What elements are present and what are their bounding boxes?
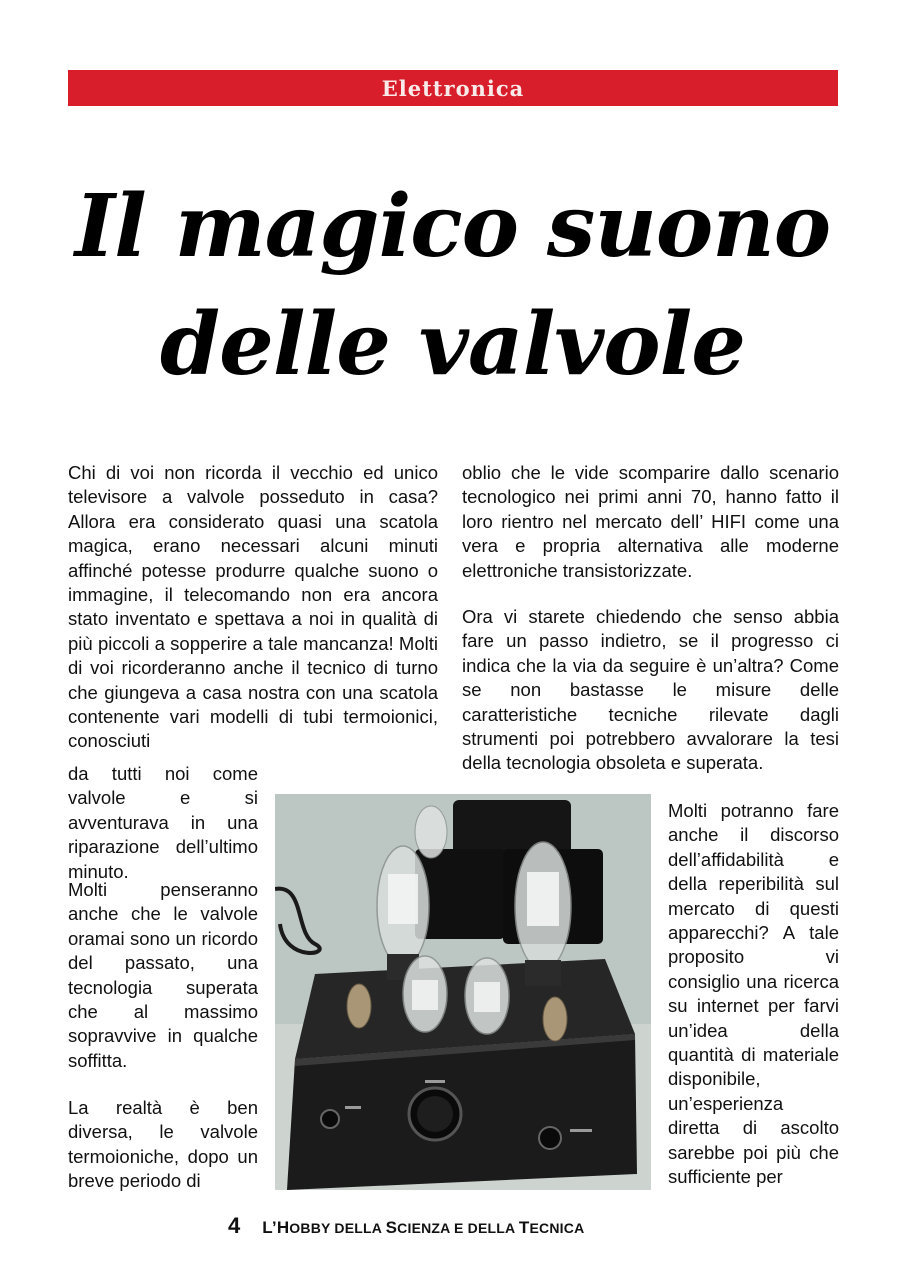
magazine-title-part: OBBY DELLA: [289, 1220, 386, 1236]
section-banner: [68, 70, 838, 106]
magazine-title: [262, 1218, 584, 1238]
paragraph-intro-continued: da tutti noi come valvole e si avventurava in una riparazione dell’ultimo minuto.: [68, 763, 258, 882]
article-title: [40, 168, 865, 404]
article-title-line-1: Il magico suono: [74, 176, 831, 277]
paragraph-reliability: Molti potranno fare anche il discorso dell’affidabilità e della reperibilità sul mercato di questi apparecchi? A tale proposito vi consiglio una ricerca su internet per farvi un’idea della quantità di materiale disponibile, un’esperienza diretta di ascolto sarebbe poi più che sufficiente per: [668, 800, 839, 1188]
magazine-title-part: CIENZA E DELLA: [397, 1220, 519, 1236]
magazine-title-part: S: [385, 1218, 398, 1237]
page-number: 4: [228, 1213, 241, 1238]
magazine-title-part: ECNICA: [529, 1220, 585, 1236]
magazine-title-part: T: [518, 1218, 530, 1237]
paragraph-obsolete: Molti penseranno anche che le valvole oramai sono un ricordo del passato, una tecnologia superata che al massimo sopravvive in qualche soffitta.: [68, 879, 258, 1071]
paragraph-reality: La realtà è ben diversa, le valvole termoioniche, dopo un breve periodo di: [68, 1097, 258, 1192]
page-footer: [228, 1213, 584, 1239]
tube-amplifier-photo: [275, 794, 651, 1190]
paragraph-question: Ora vi starete chiedendo che senso abbia fare un passo indietro, se il progresso ci indica che la via da seguire è un’altra? Come se non bastasse le misure delle caratteristiche tecniche rilevate dagli strumenti poi potrebbero avvalorare la tesi della tecnologia obsoleta e superata.: [462, 606, 839, 774]
section-label: Elettronica: [381, 75, 525, 101]
paragraph-intro: Chi di voi non ricorda il vecchio ed unico televisore a valvole posseduto in casa? Allora era considerato quasi una scatola magica, erano necessari alcuni minuti affinché potesse produrre qualche suono o immagine, il telecomando non era ancora stato inventato e spettava a noi in qualità di più piccoli a sopperire a tale mancanza! Molti di voi ricorderanno anche il tecnico di turno che giungeva a casa nostra con una scatola contenente vari modelli di tubi termoionici, conosciuti: [68, 462, 438, 752]
magazine-title-part: L’H: [262, 1218, 290, 1237]
paragraph-return: oblio che le vide scomparire dallo scenario tecnologico nei primi anni 70, hanno fatto il loro rientro nel mercato dell’ HIFI come una vera e propria alternativa alle moderne elettroniche transistorizzate.: [462, 462, 839, 581]
article-title-line-2: delle valvole: [160, 294, 745, 395]
